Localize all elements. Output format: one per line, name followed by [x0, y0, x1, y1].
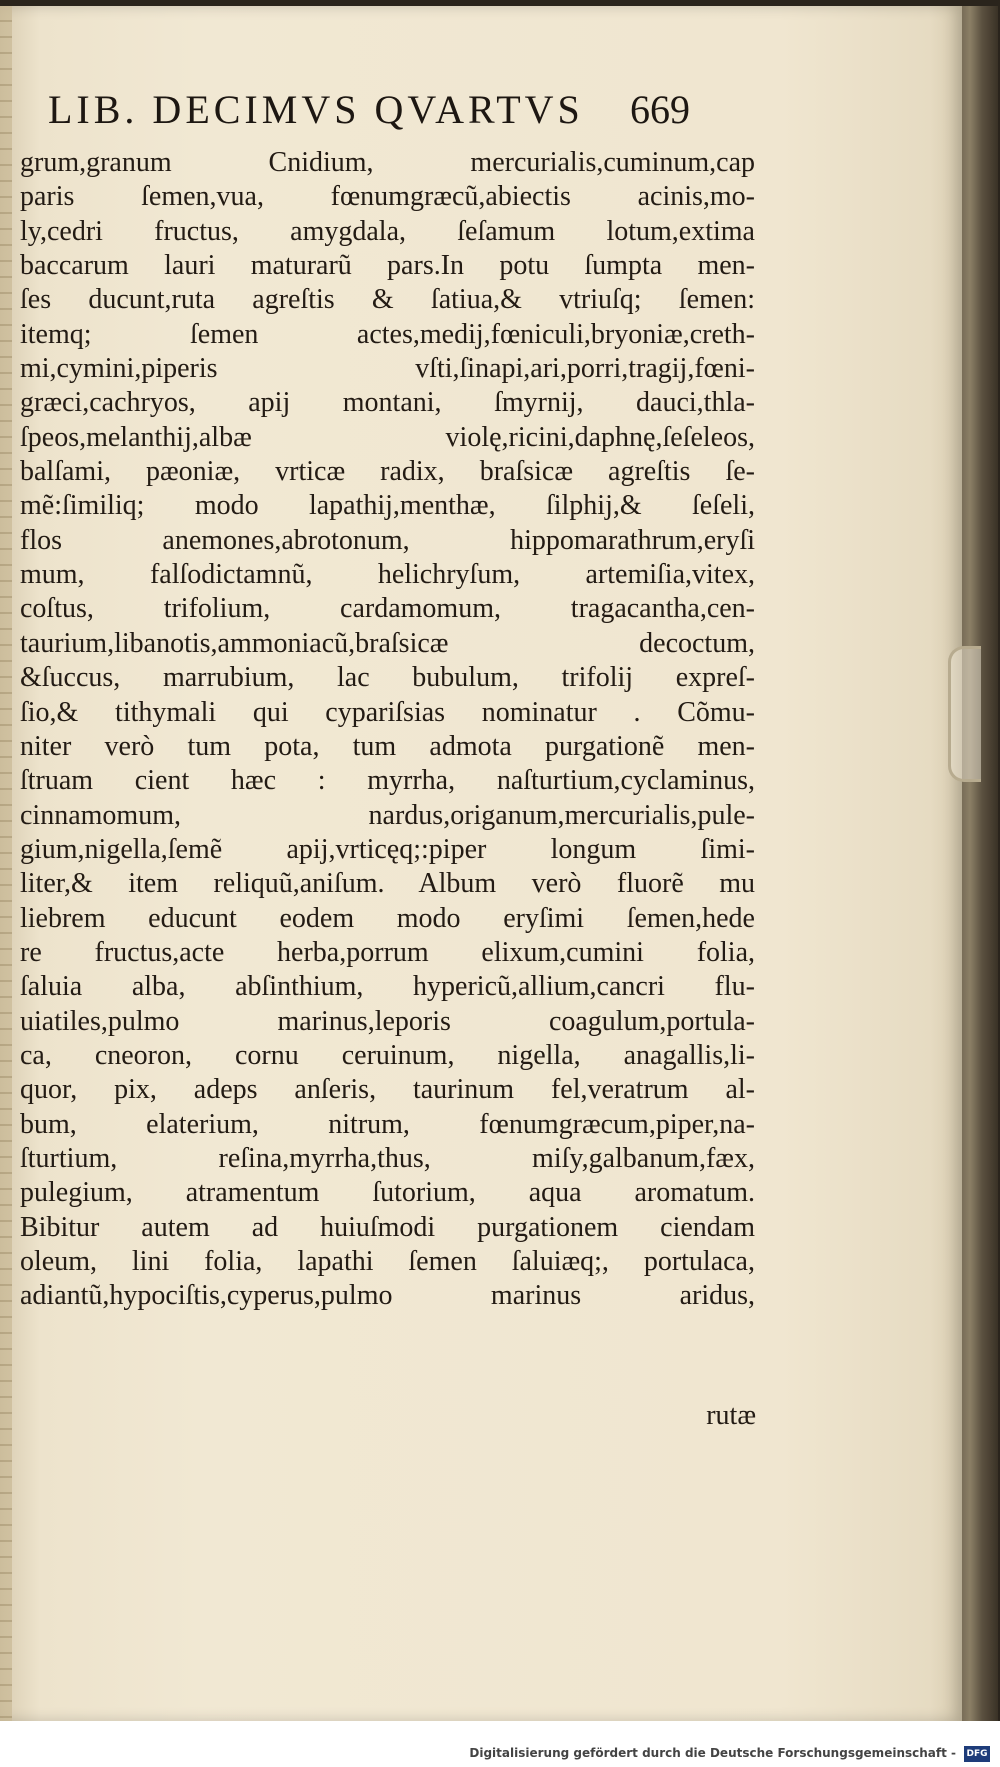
text-line: niter verò tum pota, tum admota purgationẽ men- [20, 730, 755, 762]
text-line: pulegium, atramentum ſutorium, aqua aromatum. [20, 1177, 755, 1209]
text-line: itemq; ſemen actes,medij,fœniculi,bryoniæ,creth- [20, 318, 755, 350]
text-line: ca, cneoron, cornu ceruinum, nigella, anagallis,li- [20, 1039, 755, 1071]
text-line: ſpeos,melanthij,albæ violę,ricini,daphnę,ſeſeleos, [20, 421, 755, 453]
text-line: liebrem educunt eodem modo eryſimi ſemen,hede [20, 902, 755, 934]
text-line: adiantũ,hypociſtis,cyperus,pulmo marinus aridus, [20, 1280, 755, 1312]
text-line: balſami, pæoniæ, vrticæ radix, braſsicæ agreſtis ſe- [20, 456, 755, 488]
text-line: bum, elaterium, nitrum, fœnumgræcum,piper,na- [20, 1108, 755, 1140]
page-binding [0, 6, 12, 1721]
text-line: re fructus,acte herba,porrum elixum,cumini folia, [20, 936, 755, 968]
digitization-credit: Digitalisierung gefördert durch die Deutsche Forschungsgemeinschaft - [469, 1746, 956, 1760]
text-line: ſes ducunt,ruta agreſtis & ſatiua,& vtriuſq; ſemen: [20, 284, 755, 316]
text-line: ſtruam cient hæc : myrrha, naſturtium,cyclaminus, [20, 765, 755, 797]
text-line: taurium,libanotis,ammoniacũ,braſsicæ decoctum, [20, 627, 755, 659]
text-line: mẽ:ſimiliq; modo lapathij,menthæ, ſilphij,& ſeſeli, [20, 490, 755, 522]
text-line: paris ſemen,vua, fœnumgræcũ,abiectis acinis,mo- [20, 181, 755, 213]
text-line: cinnamomum, nardus,origanum,mercurialis,pule- [20, 799, 755, 831]
book-edge [958, 6, 998, 1721]
page-clasp [948, 646, 981, 782]
catchword: rutæ [706, 1400, 756, 1431]
body-text [20, 146, 755, 1314]
text-line: ſaluia alba, abſinthium, hypericũ,allium,cancri flu- [20, 971, 755, 1003]
text-line: ſio,& tithymali qui cypariſsias nominatur . Cõmu- [20, 696, 755, 728]
text-line: gium,nigella,ſemẽ apij,vrticęq;:piper longum ſimi- [20, 833, 755, 865]
page-number: 669 [630, 87, 690, 132]
text-line: græci,cachryos, apij montani, ſmyrnij, dauci,thla- [20, 387, 755, 419]
text-line: mi,cymini,piperis vſti,ſinapi,ari,porri,tragij,fœni- [20, 353, 755, 385]
text-line: grum,granum Cnidium, mercurialis,cuminum,cap [20, 147, 755, 178]
text-line: ly,cedri fructus, amygdala, ſeſamum lotum,extima [20, 215, 755, 247]
text-line: coſtus, trifolium, cardamomum, tragacantha,cen- [20, 593, 755, 625]
text-line: Bibitur autem ad huiuſmodi purgationem ciendam [20, 1211, 755, 1243]
text-line: flos anemones,abrotonum, hippomarathrum,eryſi [20, 524, 755, 556]
text-line: mum, falſodictamnũ, helichryſum, artemiſia,vitex, [20, 559, 755, 591]
text-line: &ſuccus, marrubium, lac bubulum, trifolij expreſ- [20, 662, 755, 694]
text-line: baccarum lauri maturarũ pars.In potu ſumpta men- [20, 250, 755, 282]
dfg-logo: DFG [964, 1746, 990, 1762]
text-line: liter,& item reliquũ,aniſum. Album verò fluorẽ mu [20, 868, 755, 900]
text-line: quor, pix, adeps anſeris, taurinum fel,veratrum al- [20, 1074, 755, 1106]
text-line: uiatiles,pulmo marinus,leporis coagulum,portula- [20, 1005, 755, 1037]
running-head: LIB. DECIMVS QVARTVS [48, 87, 584, 132]
text-line: ſturtium, reſina,myrrha,thus, miſy,galbanum,fæx, [20, 1142, 755, 1174]
text-line: oleum, lini folia, lapathi ſemen ſaluiæq;, portulaca, [20, 1246, 755, 1277]
